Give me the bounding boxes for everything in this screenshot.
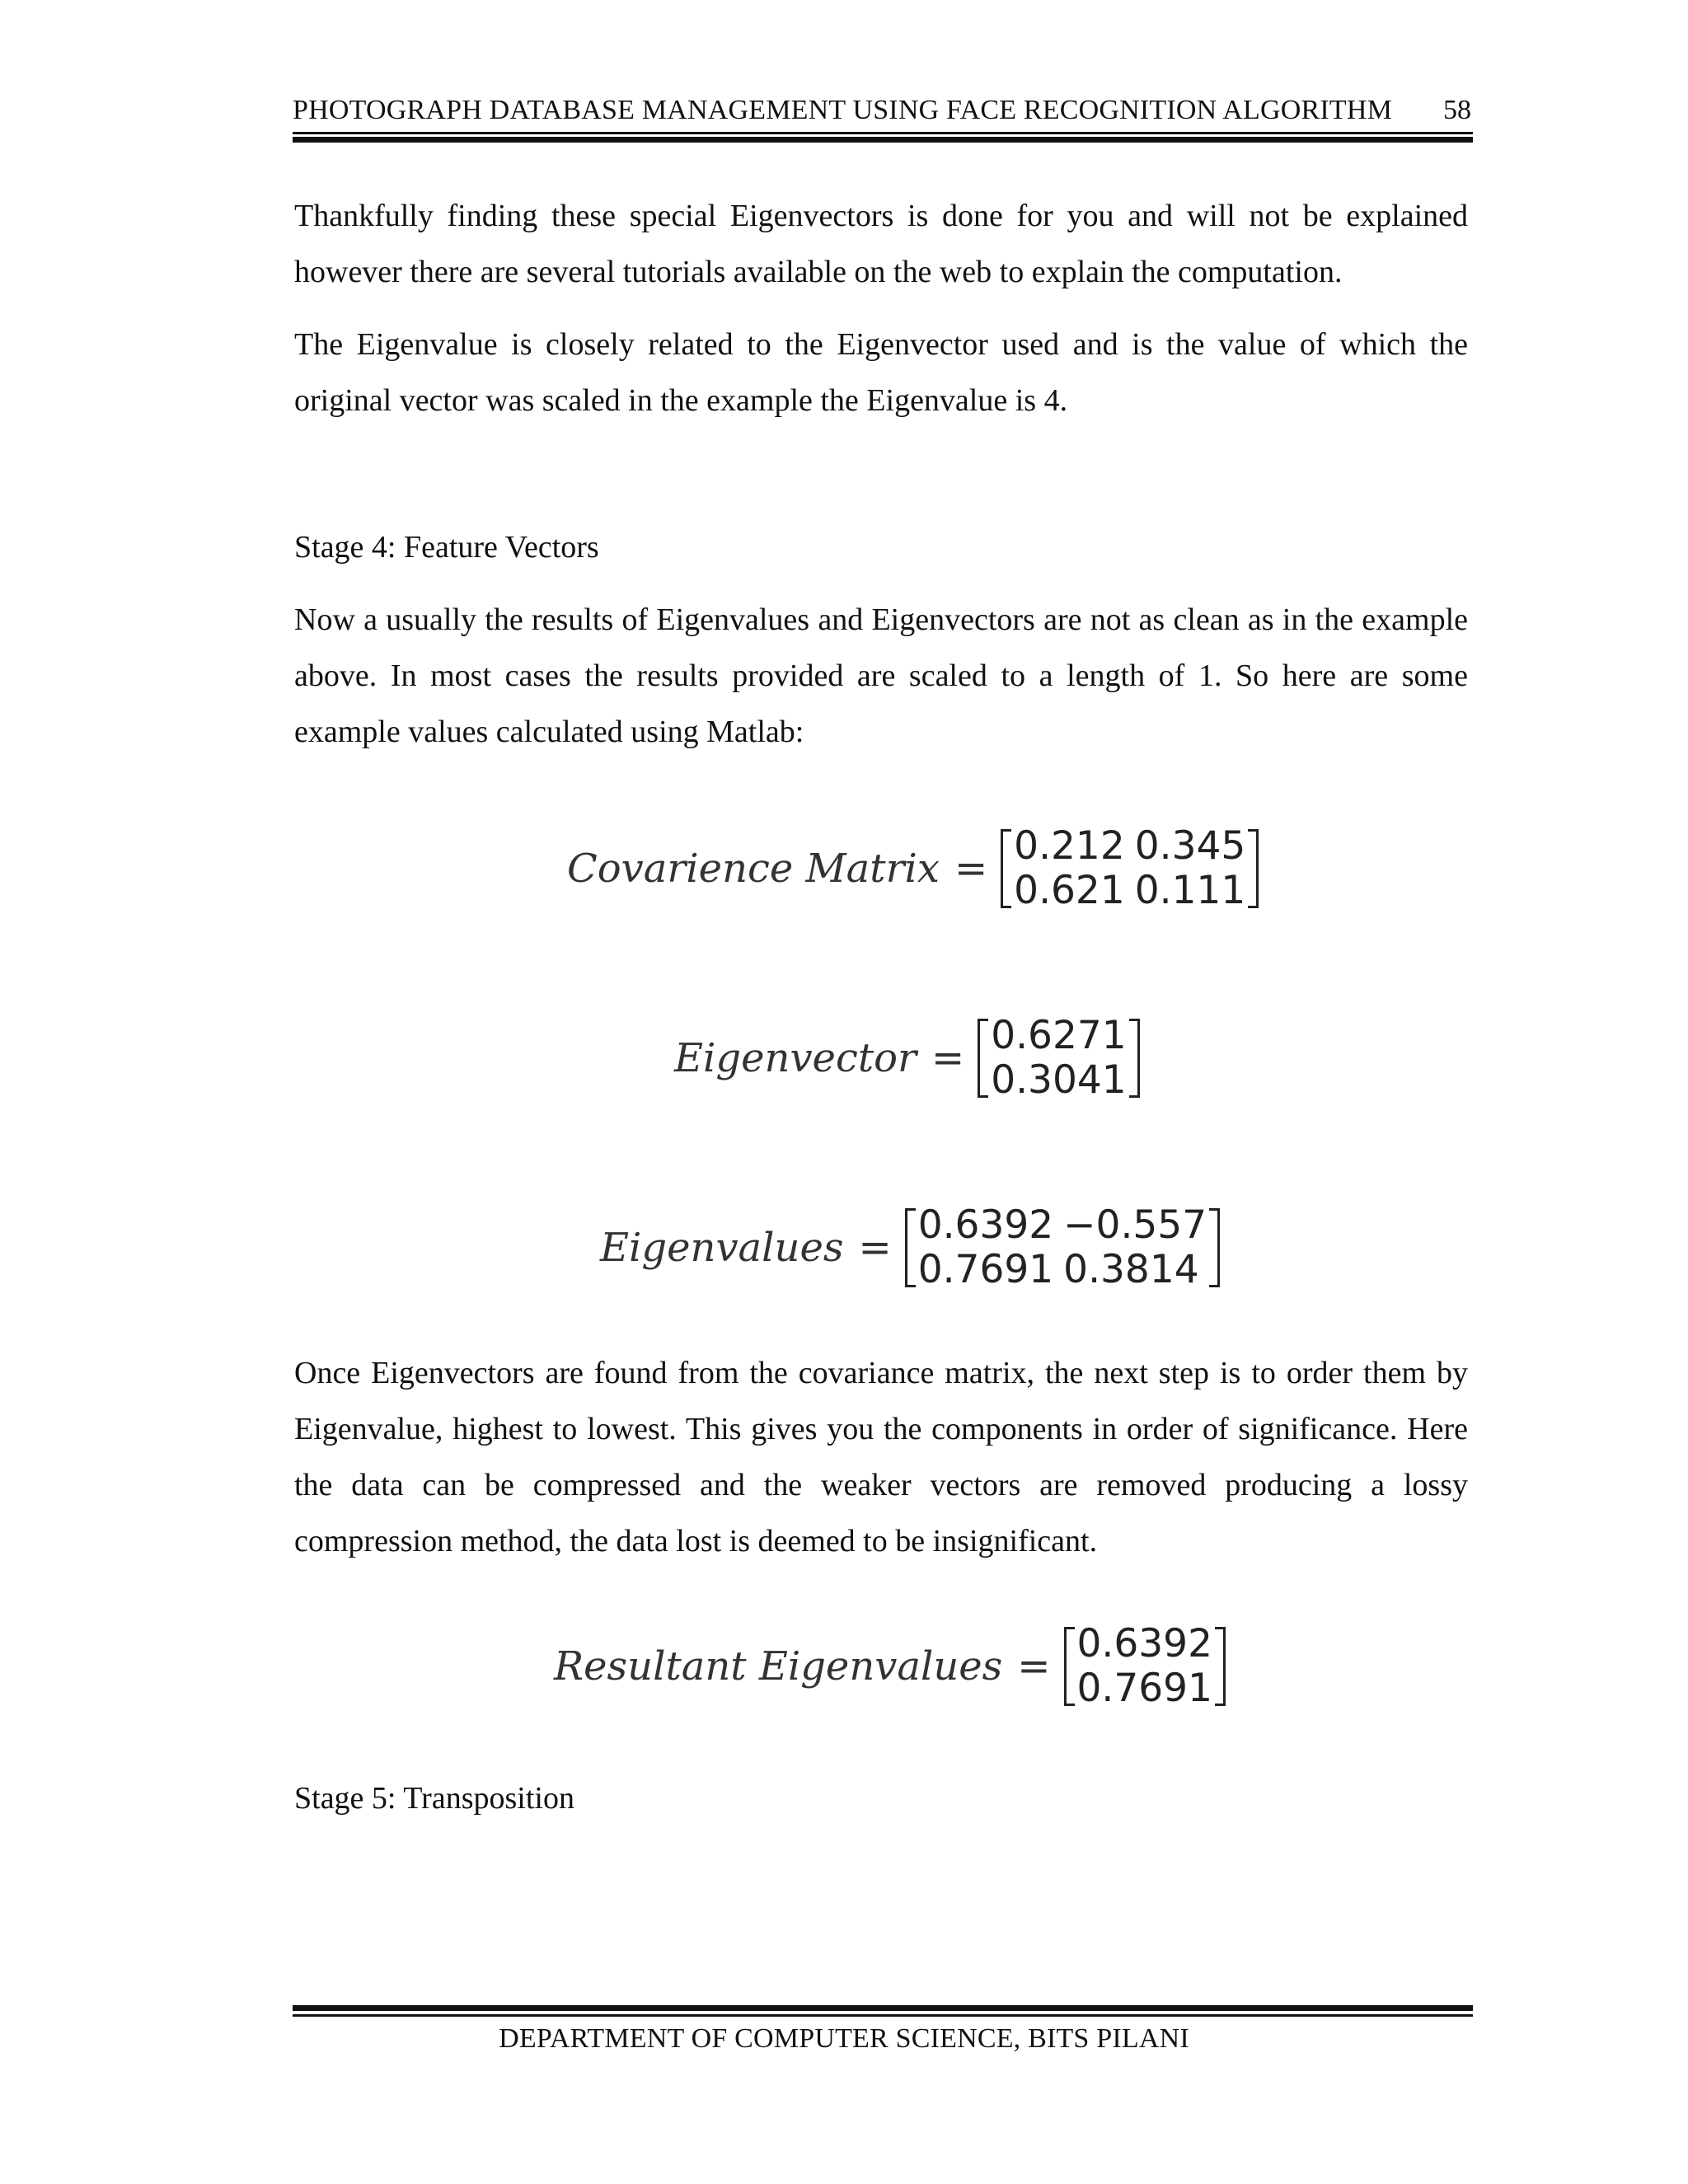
header-title: PHOTOGRAPH DATABASE MANAGEMENT USING FACE RECOGNITION ALGORITHM [293, 95, 1393, 125]
matrix-cell: 0.7691 [1076, 1666, 1212, 1711]
matrix-cell: 0.111 [1134, 868, 1246, 913]
paragraph-eigenvalue-definition: The Eigenvalue is closely related to the Eigenvector used and is the value of which the original vector was scaled in the example the Eigenvalue is 4. [294, 327, 1468, 418]
matrix-row [1077, 1622, 1212, 1666]
header-rule-thick [293, 137, 1473, 143]
matrix-cell: 0.621 [1014, 868, 1125, 913]
matrix-row [1077, 1666, 1212, 1711]
matrix [978, 1014, 1139, 1103]
equation-eigenvector [674, 1014, 1140, 1103]
matrix [905, 1203, 1220, 1292]
heading-stage-5: Stage 5: Transposition [294, 1781, 574, 1816]
page-footer: DEPARTMENT OF COMPUTER SCIENCE, BITS PILANI [499, 2023, 1189, 2054]
matrix-cell: 0.345 [1134, 823, 1246, 869]
matrix-cell: 0.6392 [917, 1202, 1054, 1248]
paragraph-eigenvectors-intro: Thankfully finding these special Eigenvectors is done for you and will not be explained however there are several tutorials available on the web to explain the computation. [294, 199, 1468, 289]
matrix-cell: 0.3041 [991, 1057, 1127, 1103]
matrix-row [918, 1203, 1207, 1248]
equals-sign: = [931, 1035, 965, 1081]
paragraph-ordering-eigenvectors: Once Eigenvectors are found from the covariance matrix, the next step is to order them by Eigenvalue, highest to lowest. This gives you the components in order of significance. Here the data can be compressed and the weaker vectors are removed producing a lossy compression method, the data lost is deemed to be insignificant. [294, 1356, 1468, 1558]
header-rule-thin [293, 132, 1473, 134]
equation-label: Eigenvector [674, 1035, 917, 1081]
matrix-cell: 0.3814 [1063, 1247, 1199, 1292]
equation-covariance-matrix [567, 824, 1259, 913]
matrix-cell: 0.212 [1014, 823, 1125, 869]
matrix-row [991, 1014, 1126, 1058]
page-number: 58 [1443, 95, 1471, 125]
matrix-row [1014, 869, 1245, 913]
equals-sign: = [954, 846, 988, 892]
paragraph-matlab-values: Now a usually the results of Eigenvalues and Eigenvectors are not as clean as in the example above. In most cases the results provided are scaled to a length of 1. So here are some example values calculated using Matlab: [294, 602, 1468, 749]
footer-rule-thin [293, 2014, 1473, 2017]
equation-label: Eigenvalues [600, 1225, 844, 1271]
matrix [1064, 1622, 1226, 1711]
matrix-cell: 0.6392 [1076, 1621, 1212, 1666]
matrix-row [991, 1058, 1126, 1103]
heading-stage-4: Stage 4: Feature Vectors [294, 530, 599, 565]
matrix-cell: −0.557 [1063, 1202, 1207, 1248]
equation-resultant-eigenvalues [554, 1622, 1226, 1711]
matrix-cell: 0.6271 [991, 1013, 1127, 1058]
matrix-cell: 0.7691 [917, 1247, 1054, 1292]
equation-label: Covarience Matrix [567, 846, 940, 892]
equals-sign: = [858, 1225, 892, 1271]
matrix [1001, 824, 1259, 913]
footer-rule-thick [293, 2005, 1473, 2011]
matrix-row [918, 1248, 1207, 1292]
matrix-row [1014, 824, 1245, 869]
equation-eigenvalues [600, 1203, 1220, 1292]
equals-sign: = [1017, 1643, 1051, 1690]
equation-label: Resultant Eigenvalues [554, 1643, 1003, 1690]
